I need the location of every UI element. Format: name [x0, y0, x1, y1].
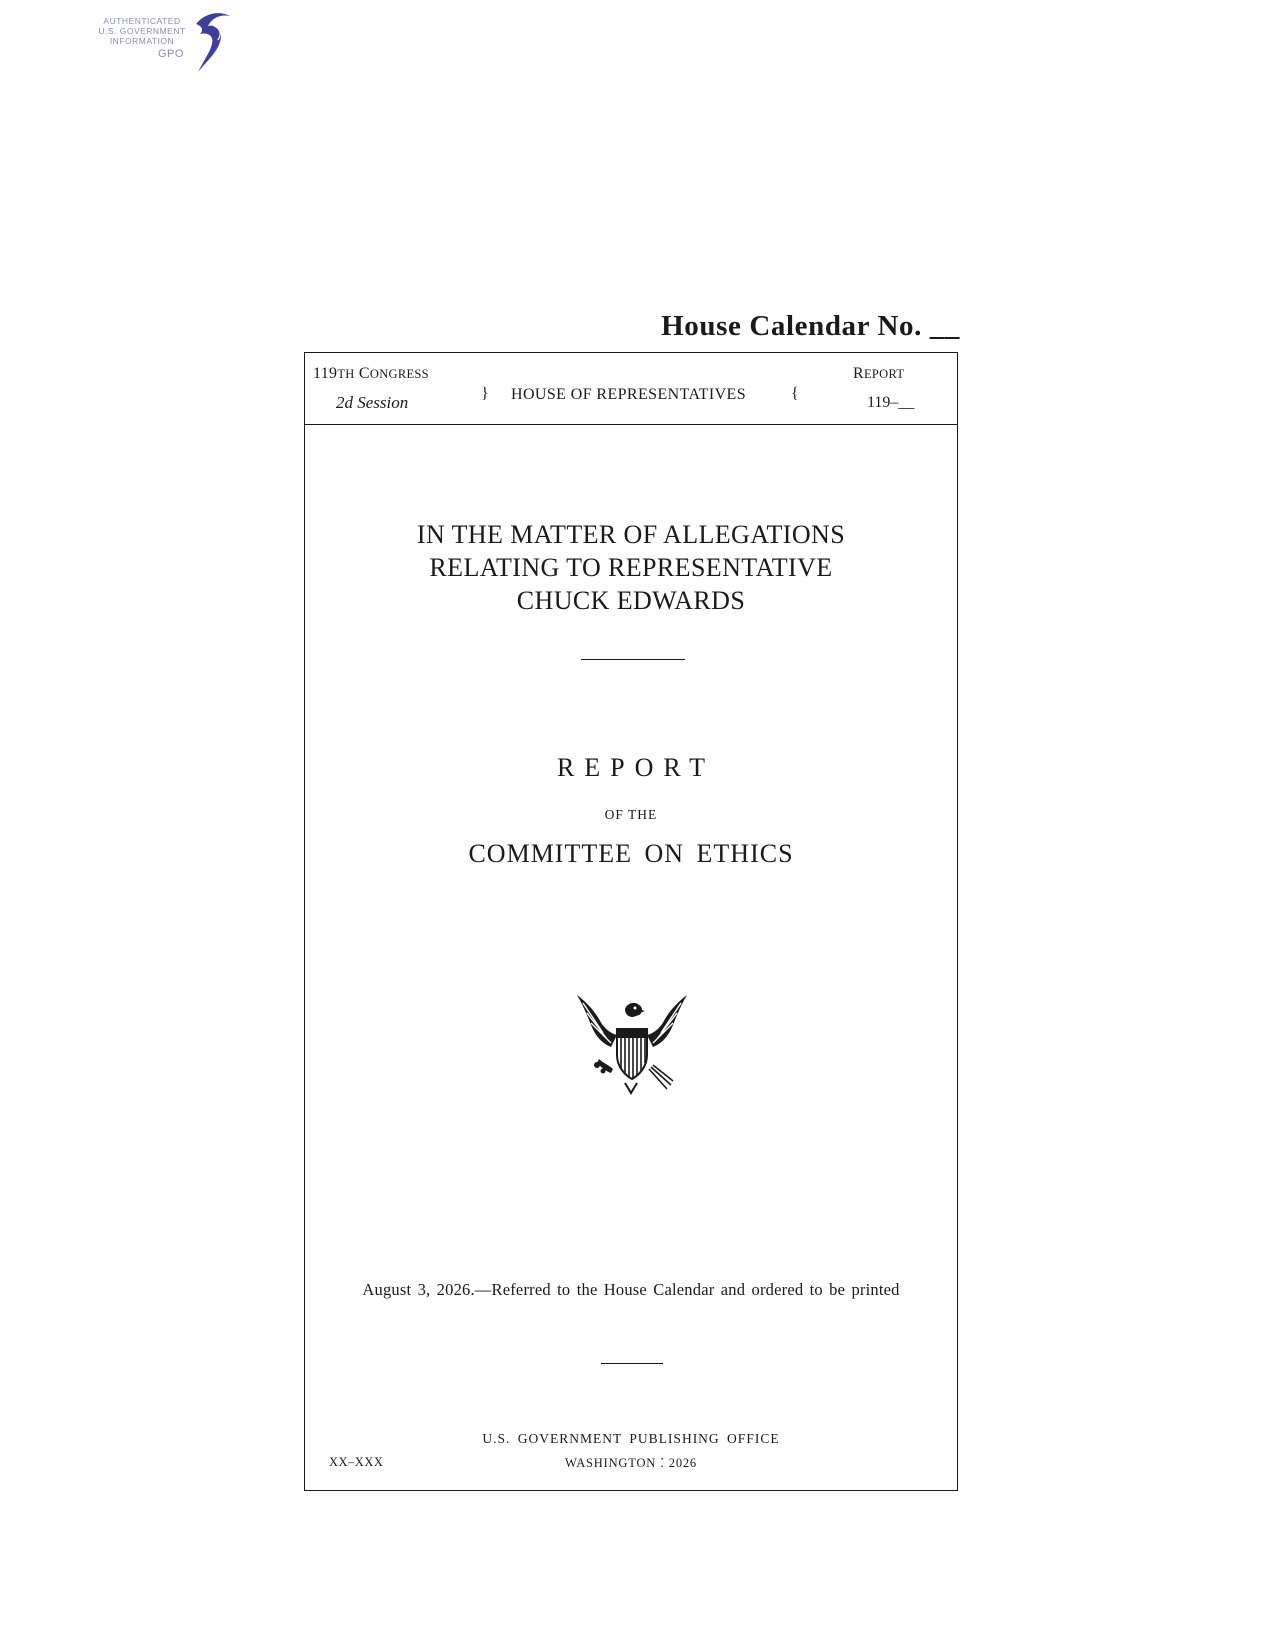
gpo-authentication-logo — [92, 8, 232, 78]
title-line: IN THE MATTER OF ALLEGATIONS — [416, 520, 846, 549]
gpo-brand: GPO — [158, 48, 184, 60]
report-label: REPORT — [853, 365, 905, 382]
title-line: CHUCK EDWARDS — [516, 586, 746, 615]
eagle-seal-icon — [573, 993, 691, 1097]
divider-rule — [601, 1363, 663, 1364]
chamber-label: HOUSE OF REPRESENTATIVES — [511, 386, 747, 403]
publisher-name: U.S. GOVERNMENT PUBLISHING OFFICE — [482, 1431, 780, 1446]
report-header — [305, 353, 957, 425]
congress-label: 119TH CONGRESS — [313, 365, 429, 382]
report-number: 119–__ — [867, 394, 915, 411]
committee-name: COMMITTEE ON ETHICS — [468, 839, 794, 868]
referral-note: August 3, 2026.—Referred to the House Calendar and ordered to be printed — [362, 1280, 900, 1299]
jacket-number: XX–XXX — [329, 1455, 384, 1469]
publication-place-year: WASHINGTON ⁚ 2026 — [565, 1456, 697, 1470]
title-line: RELATING TO REPRESENTATIVE — [429, 553, 833, 582]
divider-rule — [581, 659, 685, 660]
of-the-label: OF THE — [604, 807, 658, 822]
house-calendar-number: House Calendar No. __ — [661, 310, 960, 342]
right-brace: { — [791, 385, 799, 402]
gpo-eagle-icon — [190, 8, 234, 76]
report-heading: REPORT — [556, 753, 716, 782]
report-title — [305, 518, 957, 617]
session-label: 2d Session — [336, 393, 409, 412]
gpo-logo-text: AUTHENTICATED U.S. GOVERNMENT INFORMATION — [98, 16, 186, 46]
report-cover-frame — [304, 352, 958, 1491]
left-brace: } — [481, 385, 489, 402]
